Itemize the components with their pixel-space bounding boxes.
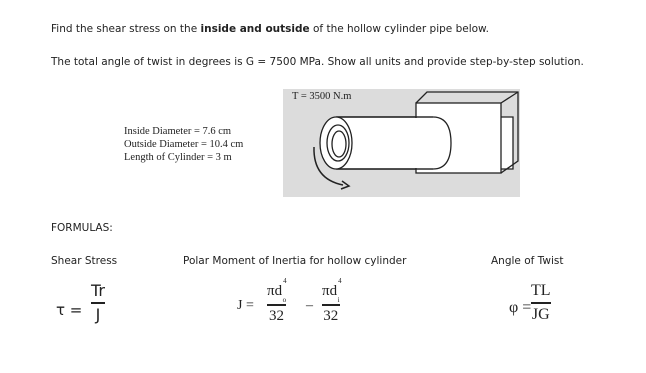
question-line-1-post: of the hollow cylinder pipe below. xyxy=(309,23,490,35)
polar-moment-fraction-inner xyxy=(322,277,342,324)
polar-moment-title: Polar Moment of Inertia for hollow cylinder xyxy=(183,255,407,267)
shear-stress-lhs: τ = xyxy=(56,301,83,319)
polar-moment-lhs: J = xyxy=(237,298,254,313)
polar-inner-denominator: 32 xyxy=(323,307,339,324)
cylinder-specs xyxy=(124,125,243,164)
polar-outer-numerator xyxy=(267,277,287,304)
polar-moment-minus: – xyxy=(306,298,313,313)
cylinder-drawing xyxy=(283,89,520,197)
shear-stress-numerator: Tr xyxy=(91,281,105,300)
polar-inner-exponent: 4 xyxy=(338,277,342,285)
question-line-1-pre: Find the shear stress on the xyxy=(51,23,201,35)
question-line-2: The total angle of twist in degrees is G = 7500 MPa. Show all units and provide step-by-step solution. xyxy=(51,56,584,68)
length-text: Length of Cylinder = 3 m xyxy=(124,152,232,163)
torque-label: T = 3500 N.m xyxy=(292,91,352,102)
shear-stress-fraction xyxy=(91,283,105,323)
question-line-1 xyxy=(51,23,489,35)
angle-of-twist-fraction-bar xyxy=(531,302,551,304)
shear-stress-fraction-bar xyxy=(91,302,105,304)
polar-moment-fraction-outer xyxy=(267,277,287,324)
polar-inner-numerator xyxy=(322,277,342,304)
angle-of-twist-denominator: JG xyxy=(531,305,550,323)
outside-diameter-text: Outside Diameter = 10.4 cm xyxy=(124,139,244,150)
inside-diameter-text: Inside Diameter = 7.6 cm xyxy=(124,126,232,137)
polar-outer-denominator: 32 xyxy=(269,307,285,324)
polar-outer-fraction-bar xyxy=(267,304,286,306)
angle-of-twist-lhs: φ = xyxy=(509,299,532,316)
polar-inner-fraction-bar xyxy=(322,304,340,306)
polar-outer-exponent: 4 xyxy=(283,277,287,285)
shear-stress-title: Shear Stress xyxy=(51,255,118,267)
angle-of-twist-title: Angle of Twist xyxy=(491,255,564,267)
polar-outer-numerator-main: πd xyxy=(267,283,283,299)
polar-inner-subscript: i xyxy=(337,296,340,304)
angle-of-twist-fraction xyxy=(531,283,551,323)
formulas-heading: FORMULAS: xyxy=(51,222,113,234)
shear-stress-denominator: J xyxy=(95,304,101,324)
polar-inner-numerator-main: πd xyxy=(322,283,338,299)
question-line-1-bold: inside and outside xyxy=(200,23,310,35)
angle-of-twist-numerator: TL xyxy=(531,282,551,299)
polar-outer-subscript: o xyxy=(282,296,287,304)
